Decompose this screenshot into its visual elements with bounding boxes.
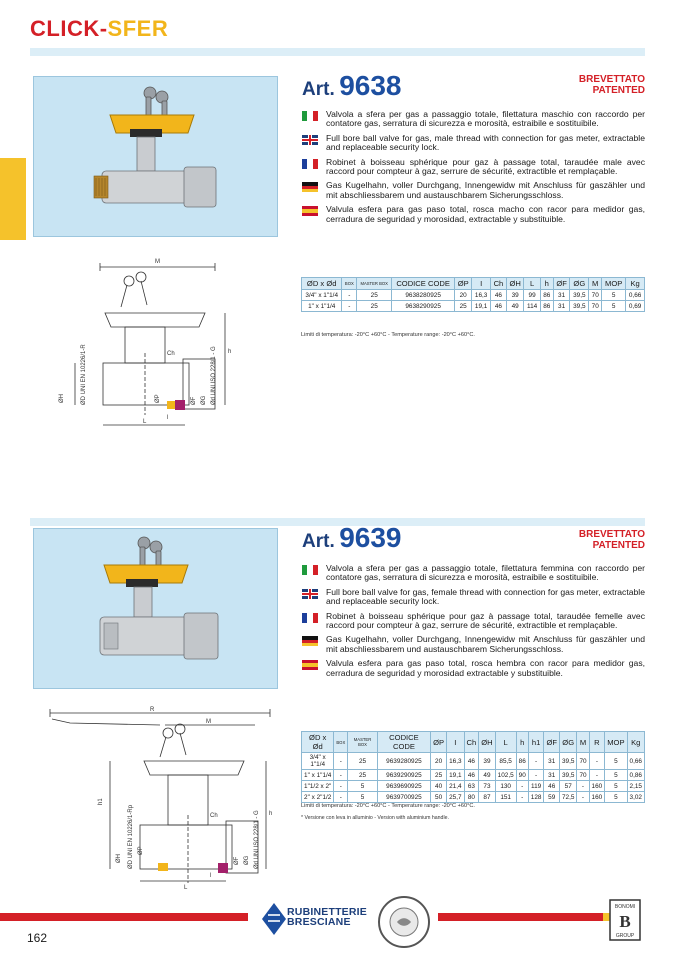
table-header-cell: ØF xyxy=(553,278,570,290)
table-cell: - xyxy=(516,792,528,803)
table-cell: 5 xyxy=(605,792,627,803)
table-cell: - xyxy=(342,301,357,312)
table-cell: 50 xyxy=(431,792,447,803)
description-block-9638 xyxy=(302,110,645,229)
description-text: Valvola a sfera per gas a passaggio totale, filettatura femmina con raccordo per contatore gas, serratura di sicurezza e morosità, estraibile e sostituibile. xyxy=(326,563,645,583)
table-header-cell: MASTER BOX xyxy=(348,732,378,753)
dim-of-label: ØF xyxy=(191,396,197,405)
table-cell: 46 xyxy=(464,770,479,781)
table-row xyxy=(302,301,645,312)
table-cell: 39,5 xyxy=(570,290,589,301)
description-text: Gas Kugelhahn, voller Durchgang, Innengewidw mit Anschluss für gaszähler und mit abschliessbarem und austauschbarem Sicherungsschloss. xyxy=(326,180,645,200)
valve-9638-photo-icon xyxy=(34,77,279,238)
table-cell: 46 xyxy=(544,781,560,792)
table-header-cell: Ch xyxy=(491,278,507,290)
table-header-cell: L xyxy=(495,732,516,753)
table-cell: 49 xyxy=(479,770,495,781)
table-cell: 20 xyxy=(455,290,472,301)
svg-text:B: B xyxy=(619,912,631,931)
description-text: Valvula esfera para gas paso total, rosca macho con racor para medidor gas, cerradura de seguridad y morosidad, extractable y substituible. xyxy=(326,204,645,224)
table-header-row xyxy=(302,732,645,753)
table-cell: - xyxy=(528,770,544,781)
table-cell: 19,1 xyxy=(472,301,491,312)
table-cell: 5 xyxy=(605,770,627,781)
dim-og-label: ØG xyxy=(244,855,250,865)
table-row xyxy=(302,781,645,792)
table-cell: 85,5 xyxy=(495,753,516,770)
table-cell: 72,5 xyxy=(559,792,576,803)
description-text: Full bore ball valve for gas, male thread with connection for gas meter, extractable and replaceable security lock. xyxy=(326,132,645,153)
table-cell: 39,5 xyxy=(559,770,576,781)
brand-name: RUBINETTERIE BRESCIANE xyxy=(287,906,367,928)
germany-flag-icon xyxy=(302,182,318,192)
description-en xyxy=(302,134,645,153)
table-cell: 31 xyxy=(544,770,560,781)
description-it xyxy=(302,564,645,583)
italy-flag-icon xyxy=(302,111,318,121)
table-header-cell: ØD x Ød xyxy=(302,278,342,290)
dim-of-label: ØF xyxy=(234,856,240,865)
product-photo-9639 xyxy=(33,528,278,689)
dim-h1-label: h1 xyxy=(98,798,104,805)
dim-od-label: ØD UNI EN 10226/1-R xyxy=(81,344,87,405)
article-label: Art. xyxy=(302,79,335,100)
bonomi-group-logo-icon xyxy=(609,899,641,941)
dim-l-label: L xyxy=(184,885,188,890)
table-cell: 9638280925 xyxy=(392,290,455,301)
table-header-cell: CODICE CODE xyxy=(377,732,430,753)
table-cell: - xyxy=(334,753,348,770)
article-title-9638 xyxy=(302,70,401,102)
table-cell: 5 xyxy=(602,290,626,301)
technical-drawing-9638 xyxy=(55,255,255,435)
table-cell: 46 xyxy=(464,753,479,770)
dim-r-label: R xyxy=(150,707,155,713)
table-header-cell: M xyxy=(589,278,602,290)
description-text: Robinet à boisseau sphérique pour gaz à passage total, taraudée male avec raccord pour compteur à gaz, serrure de sécurité, extractible et remplaçable. xyxy=(326,156,645,177)
table-cell: 25 xyxy=(431,770,447,781)
table-cell: 86 xyxy=(540,290,553,301)
header-bar xyxy=(30,48,645,56)
patent-en: PATENTED xyxy=(592,540,645,551)
table-cell: 70 xyxy=(589,301,602,312)
patent-badge-9638 xyxy=(560,74,645,96)
aluminium-note: * Versione con leva in alluminio - Version with aluminium handle. xyxy=(301,815,449,821)
table-cell: 70 xyxy=(589,290,602,301)
title-part-b: SFER xyxy=(107,16,169,41)
article-number: 9639 xyxy=(339,522,402,553)
table-cell: 73 xyxy=(479,781,495,792)
table-cell: 39,5 xyxy=(559,753,576,770)
table-header-cell: ØG xyxy=(559,732,576,753)
description-text: Full bore ball valve for gas, female thread with connection for gas meter, extractable and replaceable security lock. xyxy=(326,586,645,607)
table-header-cell: ØF xyxy=(544,732,560,753)
table-cell: 0,66 xyxy=(627,753,644,770)
table-cell: 114 xyxy=(524,301,540,312)
table-header-cell: h1 xyxy=(528,732,544,753)
table-cell: 5 xyxy=(348,781,378,792)
table-cell: 49 xyxy=(506,301,524,312)
dim-h-label: h xyxy=(228,349,232,355)
table-cell: 130 xyxy=(495,781,516,792)
description-de xyxy=(302,635,645,654)
dim-oh-label: ØH xyxy=(59,394,65,403)
patent-en: PATENTED xyxy=(592,85,645,96)
table-cell: 70 xyxy=(577,770,589,781)
table-cell: 90 xyxy=(516,770,528,781)
table-header-cell: Kg xyxy=(627,732,644,753)
table-header-cell: ØG xyxy=(570,278,589,290)
dim-small-l-label: l xyxy=(210,873,212,879)
dim-od-label: ØD UNI EN 10226/1-Rp xyxy=(128,804,134,869)
table-cell: - xyxy=(334,781,348,792)
table-cell: 16,3 xyxy=(447,753,464,770)
spec-table-9639 xyxy=(301,731,645,803)
table-header-cell: ØP xyxy=(455,278,472,290)
table-cell: 31 xyxy=(553,301,570,312)
dim-op-label: ØP xyxy=(155,394,161,403)
technical-drawing-9639 xyxy=(40,705,280,890)
table-cell: - xyxy=(516,781,528,792)
spain-flag-icon xyxy=(302,660,318,670)
table-cell: 99 xyxy=(524,290,540,301)
description-fr xyxy=(302,612,645,631)
table-cell: 80 xyxy=(464,792,479,803)
table-cell: - xyxy=(528,753,544,770)
table-row xyxy=(302,770,645,781)
table-cell: 25,7 xyxy=(447,792,464,803)
table-cell: 19,1 xyxy=(447,770,464,781)
germany-flag-icon xyxy=(302,636,318,646)
table-cell: 2" x 2"1/2 xyxy=(302,792,334,803)
dim-oh-label: ØH xyxy=(116,854,122,863)
table-header-cell: Ch xyxy=(464,732,479,753)
footer-bar-right xyxy=(438,913,603,921)
description-text: Robinet à boisseau sphérique pour gaz à passage total, taraudée femelle avec raccord pour compteur à gaz, serrure de sécurité, extractible et remplaçable. xyxy=(326,610,645,631)
table-header-cell: ØH xyxy=(479,732,495,753)
france-flag-icon xyxy=(302,613,318,623)
description-de xyxy=(302,181,645,200)
spain-flag-icon xyxy=(302,206,318,216)
table-header-cell: MASTER BOX xyxy=(357,278,392,290)
table-header-cell: ØD x Ød xyxy=(302,732,334,753)
table-cell: 39 xyxy=(479,753,495,770)
description-es xyxy=(302,659,645,678)
patent-it: BREVETTATO xyxy=(578,74,645,85)
table-cell: 160 xyxy=(589,792,605,803)
table-cell: - xyxy=(577,781,589,792)
table-header-cell: h xyxy=(540,278,553,290)
france-flag-icon xyxy=(302,159,318,169)
article-number: 9638 xyxy=(339,70,402,101)
table-cell: 160 xyxy=(589,781,605,792)
table-header-cell: CODICE CODE xyxy=(392,278,455,290)
table-cell: 1"1/2 x 2" xyxy=(302,781,334,792)
table-cell: - xyxy=(334,770,348,781)
table-cell: 40 xyxy=(431,781,447,792)
table-cell: 46 xyxy=(491,301,507,312)
table-cell: 3,02 xyxy=(627,792,644,803)
table-cell: 128 xyxy=(528,792,544,803)
uk-flag-icon xyxy=(302,135,318,145)
description-block-9639 xyxy=(302,564,645,683)
table-cell: 2,15 xyxy=(627,781,644,792)
table-header-cell: R xyxy=(589,732,605,753)
table-header-cell: MOP xyxy=(605,732,627,753)
table-header-cell: ØH xyxy=(506,278,524,290)
article-label: Art. xyxy=(302,531,335,552)
table-cell: 16,3 xyxy=(472,290,491,301)
table-cell: 39 xyxy=(506,290,524,301)
table-header-cell: I xyxy=(447,732,464,753)
table-cell: 21,4 xyxy=(447,781,464,792)
table-cell: 25 xyxy=(348,770,378,781)
table-cell: 151 xyxy=(495,792,516,803)
table-header-cell: Kg xyxy=(626,278,645,290)
table-cell: 5 xyxy=(348,792,378,803)
table-cell: 25 xyxy=(348,753,378,770)
valve-9639-photo-icon xyxy=(34,529,279,690)
spec-table-9638 xyxy=(301,277,645,312)
description-text: Gas Kugelhahn, voller Durchgang, Innengewidw mit Anschluss für gaszähler und mit abschliessbarem und austauschbarem Sicherungsschloss. xyxy=(326,634,645,654)
table-cell: 5 xyxy=(605,781,627,792)
dim-m-label: M xyxy=(206,719,211,725)
table-cell: 70 xyxy=(577,753,589,770)
table-cell: 1" x 1"1/4 xyxy=(302,770,334,781)
table-cell: 119 xyxy=(528,781,544,792)
page-number: 162 xyxy=(27,931,48,945)
svg-text:GROUP: GROUP xyxy=(615,933,635,939)
table-cell: 9639280925 xyxy=(377,753,430,770)
table-row xyxy=(302,290,645,301)
table-cell: 9638290925 xyxy=(392,301,455,312)
table-header-cell: BOX xyxy=(342,278,357,290)
footer-bar-left xyxy=(0,913,248,921)
table-cell: 9639690925 xyxy=(377,781,430,792)
table-row xyxy=(302,792,645,803)
table-header-cell: MOP xyxy=(602,278,626,290)
dim-m-label: M xyxy=(155,259,160,265)
table-cell: 5 xyxy=(602,301,626,312)
italy-flag-icon xyxy=(302,565,318,575)
table-cell: 3/4" x 1"1/4 xyxy=(302,290,342,301)
title-separator: - xyxy=(99,16,108,41)
table-cell: 5 xyxy=(605,753,627,770)
article-title-9639 xyxy=(302,522,401,554)
table-header-cell: M xyxy=(577,732,589,753)
table-cell: 86 xyxy=(516,753,528,770)
table-cell: 87 xyxy=(479,792,495,803)
uk-flag-icon xyxy=(302,589,318,599)
table-header-row xyxy=(302,278,645,290)
temperature-note-9638: Limiti di temperatura: -20°C +60°C - Temperature range: -20°C +60°C. xyxy=(301,332,475,338)
table-cell: - xyxy=(334,792,348,803)
dim-og-label: ØG xyxy=(201,395,207,405)
product-photo-9638 xyxy=(33,76,278,237)
title-part-a: CLICK xyxy=(30,16,100,41)
table-header-cell: I xyxy=(472,278,491,290)
description-text: Valvula esfera para gas paso total, rosca hembra con racor para medidor gas, cerradura de seguridad y morosidad extractable y substituible. xyxy=(326,658,645,678)
table-cell: 86 xyxy=(540,301,553,312)
table-cell: 59 xyxy=(544,792,560,803)
dim-ch-label: Ch xyxy=(210,813,218,819)
page-title xyxy=(30,16,168,42)
table-cell: 63 xyxy=(464,781,479,792)
table-row xyxy=(302,753,645,770)
table-cell: 3/4" x 1"1/4 xyxy=(302,753,334,770)
temperature-note-9639: Limiti di temperatura: -20°C +60°C - Temperature range: -20°C +60°C. xyxy=(301,803,475,809)
dim-small-l-label: l xyxy=(167,415,169,421)
table-cell: - xyxy=(342,290,357,301)
table-cell: - xyxy=(577,792,589,803)
table-header-cell: L xyxy=(524,278,540,290)
dim-op-label: ØP xyxy=(138,846,144,855)
table-cell: 31 xyxy=(544,753,560,770)
table-cell: 20 xyxy=(431,753,447,770)
table-cell: 25 xyxy=(357,290,392,301)
side-tab xyxy=(0,158,26,240)
table-cell: 25 xyxy=(455,301,472,312)
iso-certification-seal-icon xyxy=(377,895,431,949)
table-cell: 0,66 xyxy=(626,290,645,301)
description-en xyxy=(302,588,645,607)
table-cell: 0,69 xyxy=(626,301,645,312)
dim-h-label: h xyxy=(269,811,273,817)
table-cell: 25 xyxy=(357,301,392,312)
table-header-cell: ØP xyxy=(431,732,447,753)
table-cell: - xyxy=(589,770,605,781)
dim-small-od-label: Ød UNI ISO 228/1 - G xyxy=(254,810,260,869)
table-cell: 39,5 xyxy=(570,301,589,312)
description-es xyxy=(302,205,645,224)
dim-small-od-label: Ød UNI ISO 228/1 - G xyxy=(211,346,217,405)
patent-it: BREVETTATO xyxy=(578,529,645,540)
table-cell: 9639290925 xyxy=(377,770,430,781)
table-cell: - xyxy=(589,753,605,770)
description-it xyxy=(302,110,645,129)
patent-badge-9639 xyxy=(560,529,645,551)
description-text: Valvola a sfera per gas a passaggio totale, filettatura maschio con raccordo per contatore gas, serratura di sicurezza e morosità, estraibile e sostituibile. xyxy=(326,109,645,129)
table-cell: 57 xyxy=(559,781,576,792)
dim-ch-label: Ch xyxy=(167,351,175,357)
table-cell: 1" x 1"1/4 xyxy=(302,301,342,312)
description-fr xyxy=(302,158,645,177)
table-cell: 9639700925 xyxy=(377,792,430,803)
table-cell: 0,86 xyxy=(627,770,644,781)
table-cell: 46 xyxy=(491,290,507,301)
svg-text:BONOMI: BONOMI xyxy=(614,904,636,910)
table-cell: 31 xyxy=(553,290,570,301)
table-header-cell: h xyxy=(516,732,528,753)
table-header-cell: BOX xyxy=(334,732,348,753)
dim-l-label: L xyxy=(143,419,147,425)
table-cell: 102,5 xyxy=(495,770,516,781)
